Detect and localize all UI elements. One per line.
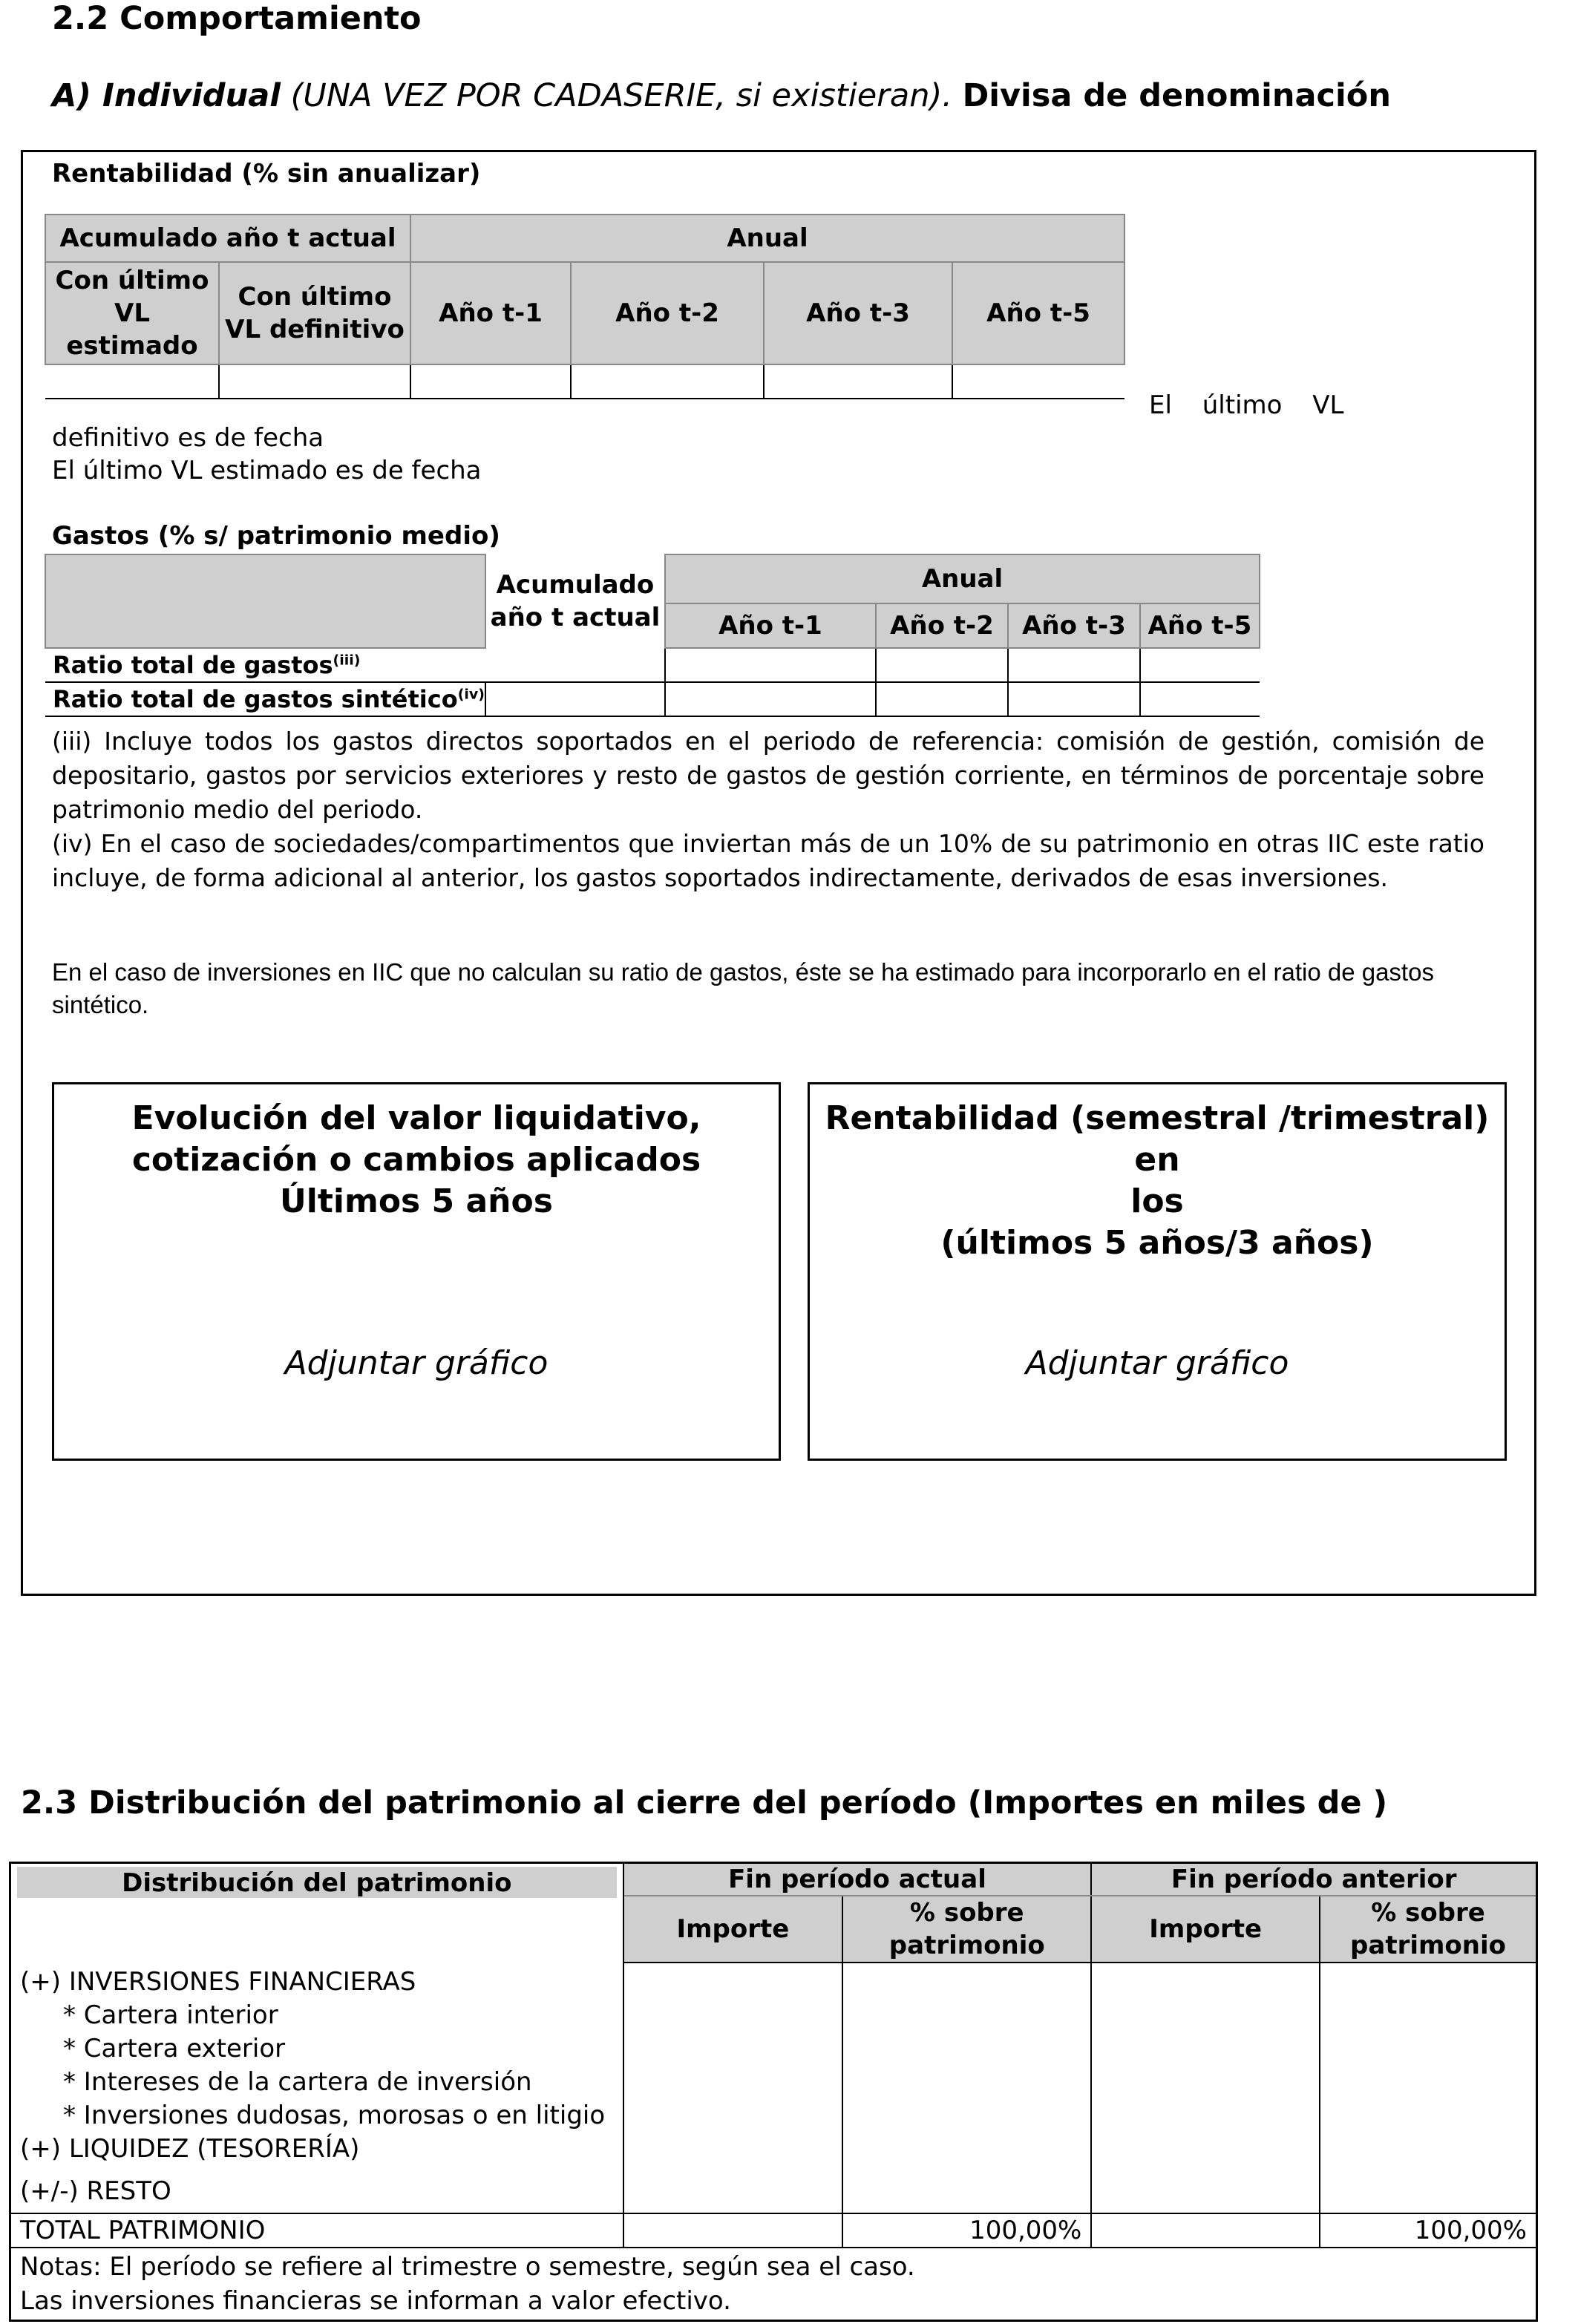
gastos-year-t5: Año t-5 <box>1140 603 1260 648</box>
chart-left-title-line: cotización o cambios aplicados <box>131 1141 701 1179</box>
col-year-t3: Año t-3 <box>764 262 952 364</box>
head-distribucion-label: Distribución del patrimonio <box>17 1867 617 1898</box>
ratio-total-gastos-sup: (iii) <box>333 652 361 669</box>
cell-empty <box>219 364 410 399</box>
gastos-year-t1: Año t-1 <box>665 603 876 648</box>
chart-left-title <box>54 1098 779 1222</box>
head-pct-actual: % sobre patrimonio <box>842 1896 1091 1963</box>
total-patrimonio-label: TOTAL PATRIMONIO <box>10 2213 623 2248</box>
chart-left-title-line: Últimos 5 años <box>280 1182 553 1220</box>
chart-left-title-line: Evolución del valor liquidativo, <box>131 1099 701 1137</box>
rentabilidad-note-line1: definitivo es de fecha <box>52 423 324 453</box>
head-anual: Anual <box>410 215 1124 262</box>
row-cartera-exterior: * Cartera exterior <box>63 2033 286 2063</box>
cell-empty <box>485 682 665 716</box>
chart-right-title-line: los <box>1130 1182 1184 1220</box>
rentabilidad-note-line2: El último VL estimado es de fecha <box>52 456 482 485</box>
rentabilidad-label: Rentabilidad (% sin anualizar) <box>52 159 481 189</box>
chart-right-attach: Adjuntar gráfico <box>1025 1344 1289 1382</box>
cell-empty <box>1140 648 1260 682</box>
col-year-t1: Año t-1 <box>410 262 571 364</box>
head-distribucion <box>10 1863 623 1963</box>
section-title-2-3: 2.3 Distribución del patrimonio al cierre del período (Importes en miles de ) <box>21 1784 1388 1821</box>
row-liquidez: (+) LIQUIDEZ (TESORERÍA) <box>20 2133 360 2164</box>
total-pct-actual: 100,00% <box>842 2213 1091 2248</box>
cell-empty <box>1091 2213 1320 2248</box>
ratio-total-gastos <box>45 648 665 682</box>
head-fin-anterior: Fin período anterior <box>1091 1863 1536 1896</box>
row-cartera-interior: * Cartera interior <box>63 2000 278 2030</box>
gastos-head-anual: Anual <box>665 554 1260 603</box>
distribucion-rows <box>10 1963 623 2213</box>
cell-empty <box>410 364 571 399</box>
cell-empty <box>45 364 219 399</box>
rentabilidad-note-right: El último VL <box>1149 390 1344 420</box>
chart-placeholder-rentabilidad <box>808 1082 1507 1461</box>
head-acumulado: Acumulado año t actual <box>45 215 410 262</box>
chart-right-title <box>810 1098 1505 1264</box>
ratio-total-gastos-sintetico-sup: (iv) <box>457 686 485 703</box>
row-intereses-cartera: * Intereses de la cartera de inversión <box>63 2066 532 2097</box>
chart-left-attach: Adjuntar gráfico <box>284 1344 549 1382</box>
cell-empty <box>952 364 1124 399</box>
rentabilidad-table <box>45 214 1125 399</box>
row-resto: (+/-) RESTO <box>20 2176 171 2206</box>
col-year-t2: Año t-2 <box>571 262 764 364</box>
gastos-year-t3: Año t-3 <box>1008 603 1140 648</box>
row-inversiones-financieras: (+) INVERSIONES FINANCIERAS <box>20 1966 416 1997</box>
note-iv: (iv) En el caso de sociedades/compartimentos que inviertan más de un 10% de su patrimonio en otras IIC este ratio incluye, de forma adicional al anterior, los gastos soportados indirectamente, derivados de esas inversiones. <box>52 829 1484 892</box>
cell-empty <box>1140 682 1260 716</box>
cell-empty <box>665 682 876 716</box>
gastos-label: Gastos (% s/ patrimonio medio) <box>52 521 500 551</box>
gastos-head-blank <box>45 554 485 648</box>
col-year-t5: Año t-5 <box>952 262 1124 364</box>
cell-empty <box>623 2213 843 2248</box>
cell-empty <box>1091 1963 1320 2213</box>
cell-empty <box>876 648 1008 682</box>
head-importe-actual: Importe <box>623 1896 843 1963</box>
cell-empty <box>764 364 952 399</box>
section-subtitle-individual <box>52 77 1391 114</box>
gastos-table <box>45 554 1260 717</box>
note-iii: (iii) Incluye todos los gastos directos soportados en el periodo de referencia: comisión de gestión, comisión de depositario, gastos por servicios exteriores y resto de gastos de gestión corriente, en términos de porcentaje sobre patrimonio medio del periodo. <box>52 727 1484 824</box>
head-fin-actual: Fin período actual <box>623 1863 1092 1896</box>
subtitle-divisa: Divisa de denominación <box>962 77 1391 114</box>
chart-right-title-line: (últimos 5 años/3 años) <box>940 1224 1374 1262</box>
head-importe-anterior: Importe <box>1091 1896 1320 1963</box>
head-pct-anterior: % sobre patrimonio <box>1320 1896 1536 1963</box>
cell-empty <box>623 1963 843 2213</box>
chart-placeholder-valor-liquidativo <box>52 1082 781 1461</box>
cell-empty <box>1320 1963 1536 2213</box>
cell-empty <box>665 648 876 682</box>
section-title-2-2: 2.2 Comportamiento <box>52 0 422 37</box>
chart-right-title-line: Rentabilidad (semestral /trimestral) en <box>825 1099 1490 1179</box>
subtitle-individual: A) Individual <box>52 77 281 114</box>
distribucion-notes <box>10 2248 1537 2321</box>
distribucion-table <box>9 1862 1538 2322</box>
cell-empty <box>842 1963 1091 2213</box>
gastos-year-t2: Año t-2 <box>876 603 1008 648</box>
ratio-total-gastos-sintetico <box>45 682 485 716</box>
cell-empty <box>876 682 1008 716</box>
subtitle-series: (UNA VEZ POR CADASERIE, si existieran). <box>280 77 963 114</box>
cell-empty <box>1008 648 1140 682</box>
ratio-total-gastos-sintetico-label: Ratio total de gastos sintético <box>53 685 458 713</box>
note-iic: En el caso de inversiones en IIC que no calculan su ratio de gastos, éste se ha estimado para incorporarlo en el ratio de gastos sintético. <box>52 958 1434 1018</box>
cell-empty <box>1008 682 1140 716</box>
nota-inversiones: Las inversiones financieras se informan a valor efectivo. <box>20 2285 731 2316</box>
ratio-total-gastos-label: Ratio total de gastos <box>53 651 333 679</box>
col-vl-estimado: Con último VL estimado <box>45 262 219 364</box>
cell-empty <box>571 364 764 399</box>
row-inversiones-dudosas: * Inversiones dudosas, morosas o en litigio <box>63 2100 606 2130</box>
nota-periodo: Notas: El período se refiere al trimestre o semestre, según sea el caso. <box>20 2251 915 2282</box>
col-vl-definitivo: Con último VL definitivo <box>219 262 410 364</box>
gastos-head-acumulado: Acumulado año t actual <box>485 554 665 648</box>
total-pct-anterior: 100,00% <box>1320 2213 1536 2248</box>
